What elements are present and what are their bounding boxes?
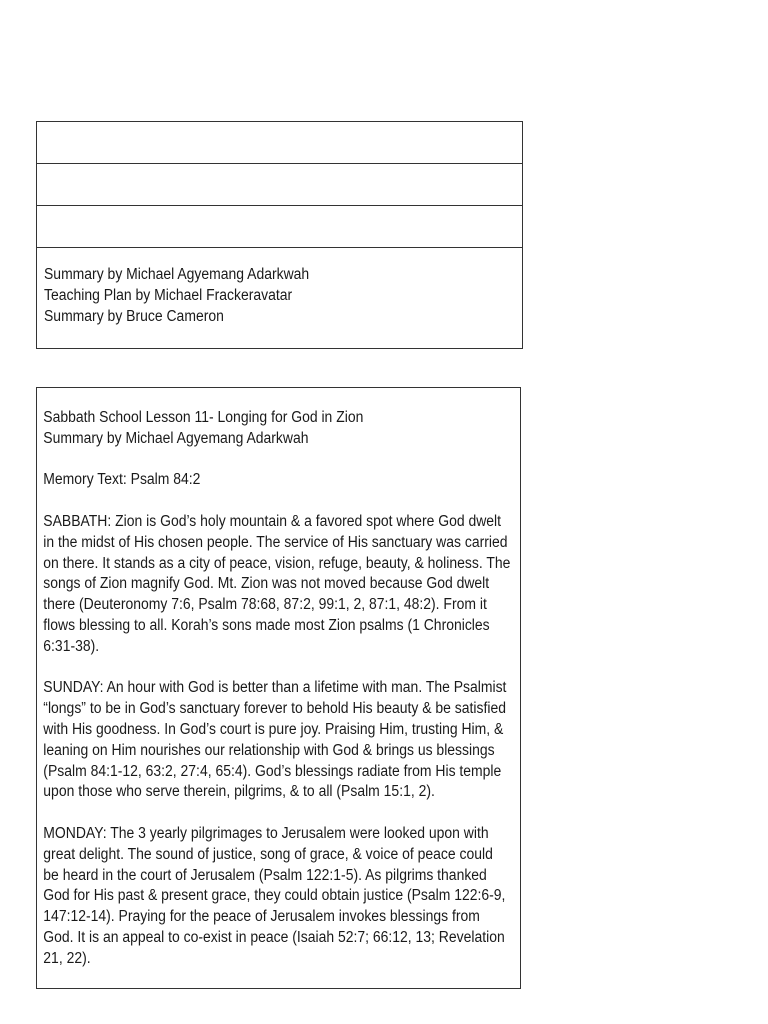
sabbath-paragraph: SABBATH: Zion is God’s holy mountain & a favored spot where God dwelt in the midst of His chosen people. The service of His sanctuary was carried on there. It stands as a city of peace, vision, refuge, beauty, & holiness. The songs of Zion magnify God. Mt. Zion was not moved because God dwelt there (Deuteronomy 7:6, Psalm 78:68, 87:2, 99:1, 2, 87:1, 48:2). From it flows blessing to all. Korah’s sons made most Zion psalms (1 Chronicles 6:31-38). [43, 512, 511, 655]
lesson-byline: Summary by Michael Agyemang Adarkwah [43, 429, 309, 447]
empty-table-row [37, 206, 522, 248]
memory-text: Memory Text: Psalm 84:2 [43, 471, 201, 489]
lesson-summary-box [36, 387, 521, 989]
spacer [43, 450, 511, 471]
empty-table-row [37, 164, 522, 206]
credit-line: Summary by Michael Agyemang Adarkwah [44, 266, 310, 283]
lesson-content [37, 388, 511, 970]
spacer [43, 491, 511, 512]
sunday-paragraph: SUNDAY: An hour with God is better than a lifetime with man. The Psalmist “longs” to be in God’s sanctuary forever to behold His beauty & be satisfied with His goodness. In God’s court is pure joy. Praising Him, trusting Him, & leaning on Him nourishes our relationship with God & brings us blessings (Psalm 84:1-12, 63:2, 27:4, 65:4). God’s blessings radiate from His temple upon those who serve therein, pilgrims, & to all (Psalm 15:1, 2). [43, 679, 507, 801]
lesson-title: Sabbath School Lesson 11- Longing for God in Zion [43, 409, 364, 426]
credit-line: Teaching Plan by Michael Frackeravatar [44, 287, 293, 304]
credit-line: Summary by Bruce Cameron [44, 308, 224, 325]
credits-cell [37, 248, 522, 348]
monday-paragraph: MONDAY: The 3 yearly pilgrimages to Jerusalem were looked upon with great delight. The sound of justice, song of grace, & voice of peace could be heard in the court of Jerusalem (Psalm 122:1-5). As pilgrims thanked God for His past & present grace, they could obtain justice (Psalm 122:6-9, 147:12-14). Praying for the peace of Jerusalem invokes blessings from God. It is an appeal to co-exist in peace (Isaiah 52:7; 66:12, 13; Revelation 21, 22). [43, 824, 506, 967]
header-table [36, 121, 523, 349]
empty-table-row [37, 122, 522, 164]
